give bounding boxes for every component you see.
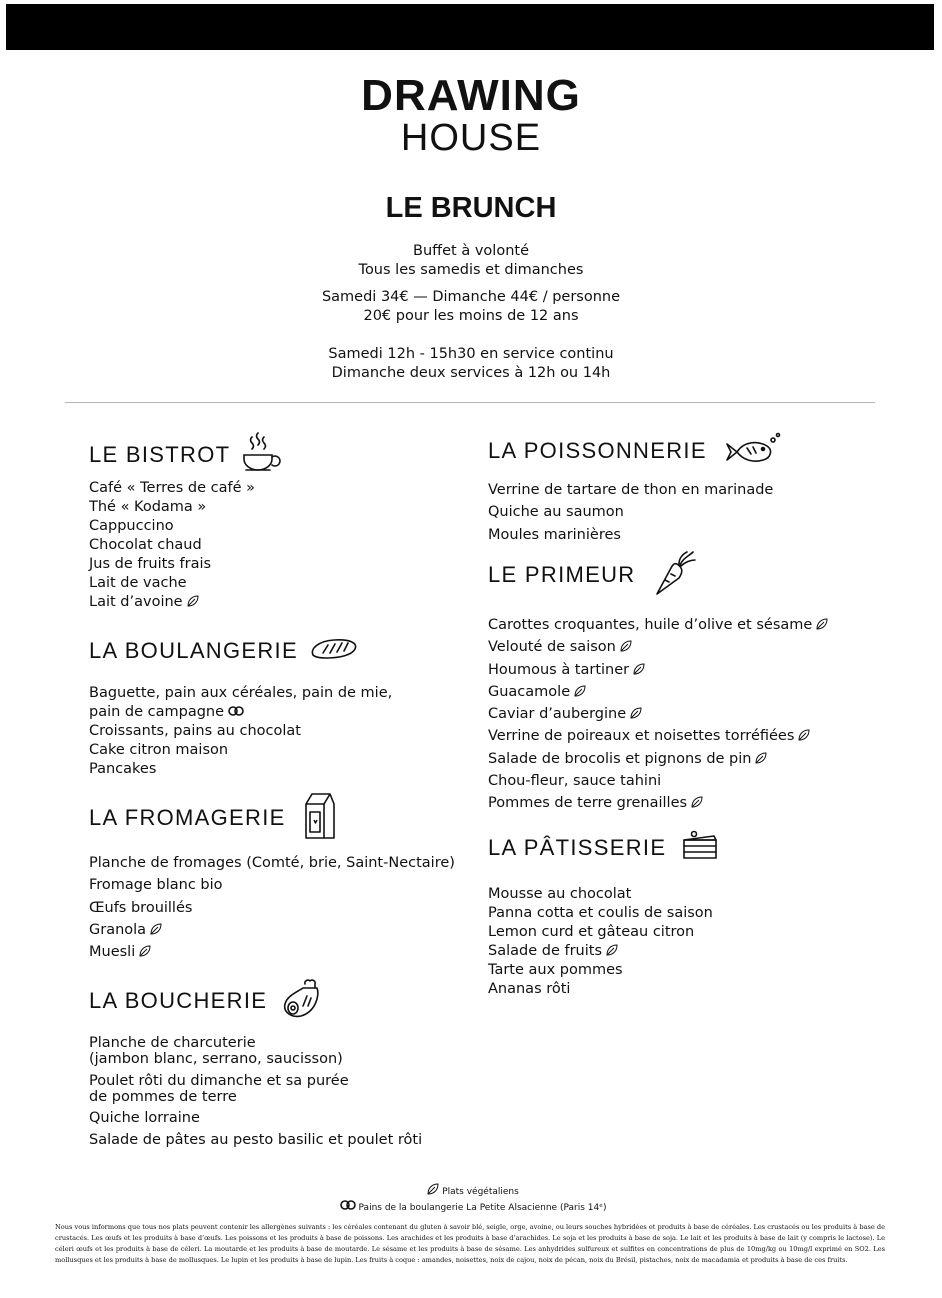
vegan-leaf-icon bbox=[630, 707, 642, 719]
logo-house: HOUSE bbox=[400, 117, 542, 159]
list-item: Verrine de tartare de thon en marinade bbox=[488, 482, 774, 498]
section-patisserie-items bbox=[488, 885, 713, 999]
list-item: Guacamole bbox=[488, 681, 828, 703]
list-item: Lemon curd et gâteau citron bbox=[488, 924, 695, 940]
intro-kids-price: 20€ pour les moins de 12 ans bbox=[363, 308, 579, 324]
intro-hours-sunday: Dimanche deux services à 12h ou 14h bbox=[331, 365, 611, 381]
section-fromagerie-title: LA FROMAGERIE bbox=[89, 805, 286, 830]
section-patisserie-header bbox=[488, 830, 720, 866]
intro-buffet: Buffet à volonté bbox=[413, 243, 529, 259]
list-item: Salade de pâtes au pesto basilic et poulet rôti bbox=[89, 1132, 423, 1148]
baguette-icon bbox=[310, 637, 358, 665]
intro-price: Samedi 34€ — Dimanche 44€ / personne bbox=[321, 289, 621, 305]
coffee-cup-icon bbox=[242, 431, 284, 479]
section-boulangerie-items bbox=[89, 684, 392, 779]
section-fromagerie-header bbox=[89, 790, 336, 846]
list-item: Pommes de terre grenailles bbox=[488, 792, 828, 814]
list-item: Moules marinières bbox=[488, 526, 621, 543]
vegan-leaf-icon bbox=[606, 944, 618, 956]
list-item: Granola bbox=[89, 919, 455, 941]
fish-icon bbox=[723, 432, 781, 470]
list-item: Chocolat chaud bbox=[89, 537, 202, 553]
list-item: de pommes de terre bbox=[89, 1089, 237, 1105]
list-item: Muesli bbox=[89, 941, 455, 963]
list-item: Velouté de saison bbox=[488, 636, 828, 658]
cake-icon bbox=[680, 830, 720, 866]
list-item: Houmous à tartiner bbox=[488, 659, 828, 681]
section-poissonnerie-items bbox=[488, 479, 773, 546]
section-bistrot-title: LE BISTROT bbox=[89, 442, 231, 467]
divider bbox=[65, 402, 875, 403]
list-item: Tarte aux pommes bbox=[488, 962, 623, 978]
section-primeur-title: LE PRIMEUR bbox=[488, 562, 636, 587]
page-title: LE BRUNCH bbox=[385, 192, 557, 224]
section-boucherie-title: LA BOUCHERIE bbox=[89, 988, 268, 1013]
top-black-bar bbox=[6, 4, 934, 50]
list-item: Caviar d’aubergine bbox=[488, 703, 828, 725]
section-primeur-items bbox=[488, 614, 828, 815]
list-item: Salade de fruits bbox=[488, 942, 713, 961]
list-item: Poulet rôti du dimanche et sa purée bbox=[89, 1073, 349, 1089]
legend-vegan-label: Plats végétaliens bbox=[442, 1187, 519, 1197]
list-item: Quiche lorraine bbox=[89, 1110, 200, 1126]
list-item: Fromage blanc bio bbox=[89, 877, 223, 894]
section-patisserie-title: LA PÂTISSERIE bbox=[488, 835, 667, 860]
vegan-leaf-icon bbox=[755, 752, 767, 764]
list-item: Quiche au saumon bbox=[488, 504, 624, 521]
list-item: Jus de fruits frais bbox=[89, 556, 212, 572]
allergens-notice: Nous vous informons que tous nos plats peuvent contenir les allergènes suivants : les céréales contenant du gluten à savoir blé, seigle, orge, avoine, ou leurs souches hybridées et produits à base de céréales. Les crustacés ou les produits à base de crustacés. Les œufs et les produits à base d’œufs. Les poissons et les produits à base de poissons. Les arachides et les produits à base d’arachides. Le soja et les produits à base de soja. Le lait et les produits à base de lait (y compris le lactose). Le céleri œufs et les produits à base de céleri. La moutarde et les produits à base de moutarde. Le sésame et les produits à base de sésame. Les anhydrides sulfureux et sulfites en concentrations de plus de 10mg/kg ou 10mg/l exprimé en SO2. Les mollusques et les produits à base de mollusques. Le lupin et les produits à base de lupin. Les fruits à coque : amandes, noisettes, noix de cajou, noix de pécan, noix du Brésil, pistaches, noix de macadamia et produits à base de ces fruits. bbox=[55, 1223, 885, 1264]
section-bistrot-items bbox=[89, 479, 255, 612]
milk-carton-icon bbox=[300, 790, 336, 846]
legend-vegan bbox=[0, 1183, 942, 1200]
list-item: Carottes croquantes, huile d’olive et sésame bbox=[488, 614, 828, 636]
section-boucherie-header bbox=[89, 978, 321, 1024]
list-item: Lait de vache bbox=[89, 575, 187, 591]
vegan-leaf-icon bbox=[427, 1183, 439, 1195]
list-item: Thé « Kodama » bbox=[89, 499, 207, 515]
section-bistrot-header bbox=[89, 431, 284, 479]
section-fromagerie-items bbox=[89, 852, 455, 963]
bakery-pretzel-icon bbox=[340, 1199, 356, 1211]
section-poissonnerie-header bbox=[488, 432, 781, 470]
vegan-leaf-icon bbox=[633, 663, 645, 675]
vegan-leaf-icon bbox=[150, 923, 162, 935]
logo-drawing: DRAWING bbox=[361, 71, 581, 120]
list-item: Chou-fleur, sauce tahini bbox=[488, 773, 662, 790]
list-item: Pancakes bbox=[89, 761, 157, 777]
list-item: Cappuccino bbox=[89, 518, 174, 534]
list-item: pain de campagne bbox=[89, 703, 392, 722]
list-item: Baguette, pain aux céréales, pain de mie, bbox=[89, 685, 393, 701]
ham-icon bbox=[279, 978, 321, 1024]
vegan-leaf-icon bbox=[691, 796, 703, 808]
vegan-leaf-icon bbox=[620, 640, 632, 652]
carrot-icon bbox=[651, 548, 697, 602]
list-item: Croissants, pains au chocolat bbox=[89, 723, 301, 739]
vegan-leaf-icon bbox=[798, 729, 810, 741]
legend-bakery bbox=[0, 1199, 942, 1216]
list-item: Salade de brocolis et pignons de pin bbox=[488, 748, 828, 770]
intro-days: Tous les samedis et dimanches bbox=[358, 262, 584, 278]
list-item: Planche de fromages (Comté, brie, Saint-Nectaire) bbox=[89, 855, 455, 871]
section-poissonnerie-title: LA POISSONNERIE bbox=[488, 438, 707, 463]
list-item: Mousse au chocolat bbox=[488, 886, 632, 902]
list-item: Ananas rôti bbox=[488, 981, 571, 997]
list-item: Cake citron maison bbox=[89, 742, 229, 758]
vegan-leaf-icon bbox=[139, 945, 151, 957]
list-item: (jambon blanc, serrano, saucisson) bbox=[89, 1051, 343, 1067]
section-boulangerie-header bbox=[89, 637, 358, 665]
list-item: Verrine de poireaux et noisettes torréfiées bbox=[488, 725, 828, 747]
vegan-leaf-icon bbox=[187, 595, 199, 607]
list-item: Café « Terres de café » bbox=[89, 480, 255, 496]
list-item: Panna cotta et coulis de saison bbox=[488, 905, 713, 921]
legend-bakery-label: Pains de la boulangerie La Petite Alsacienne (Paris 14ᵉ) bbox=[358, 1203, 607, 1213]
list-item: Planche de charcuterie bbox=[89, 1035, 256, 1051]
vegan-leaf-icon bbox=[574, 685, 586, 697]
section-boulangerie-title: LA BOULANGERIE bbox=[89, 638, 298, 663]
section-boucherie-items bbox=[89, 1035, 422, 1151]
intro-hours-saturday: Samedi 12h - 15h30 en service continu bbox=[328, 346, 614, 362]
bakery-pretzel-icon bbox=[228, 705, 244, 717]
section-primeur-header bbox=[488, 548, 697, 602]
vegan-leaf-icon bbox=[816, 618, 828, 630]
list-item: Œufs brouillés bbox=[89, 899, 193, 916]
list-item: Lait d’avoine bbox=[89, 593, 255, 612]
